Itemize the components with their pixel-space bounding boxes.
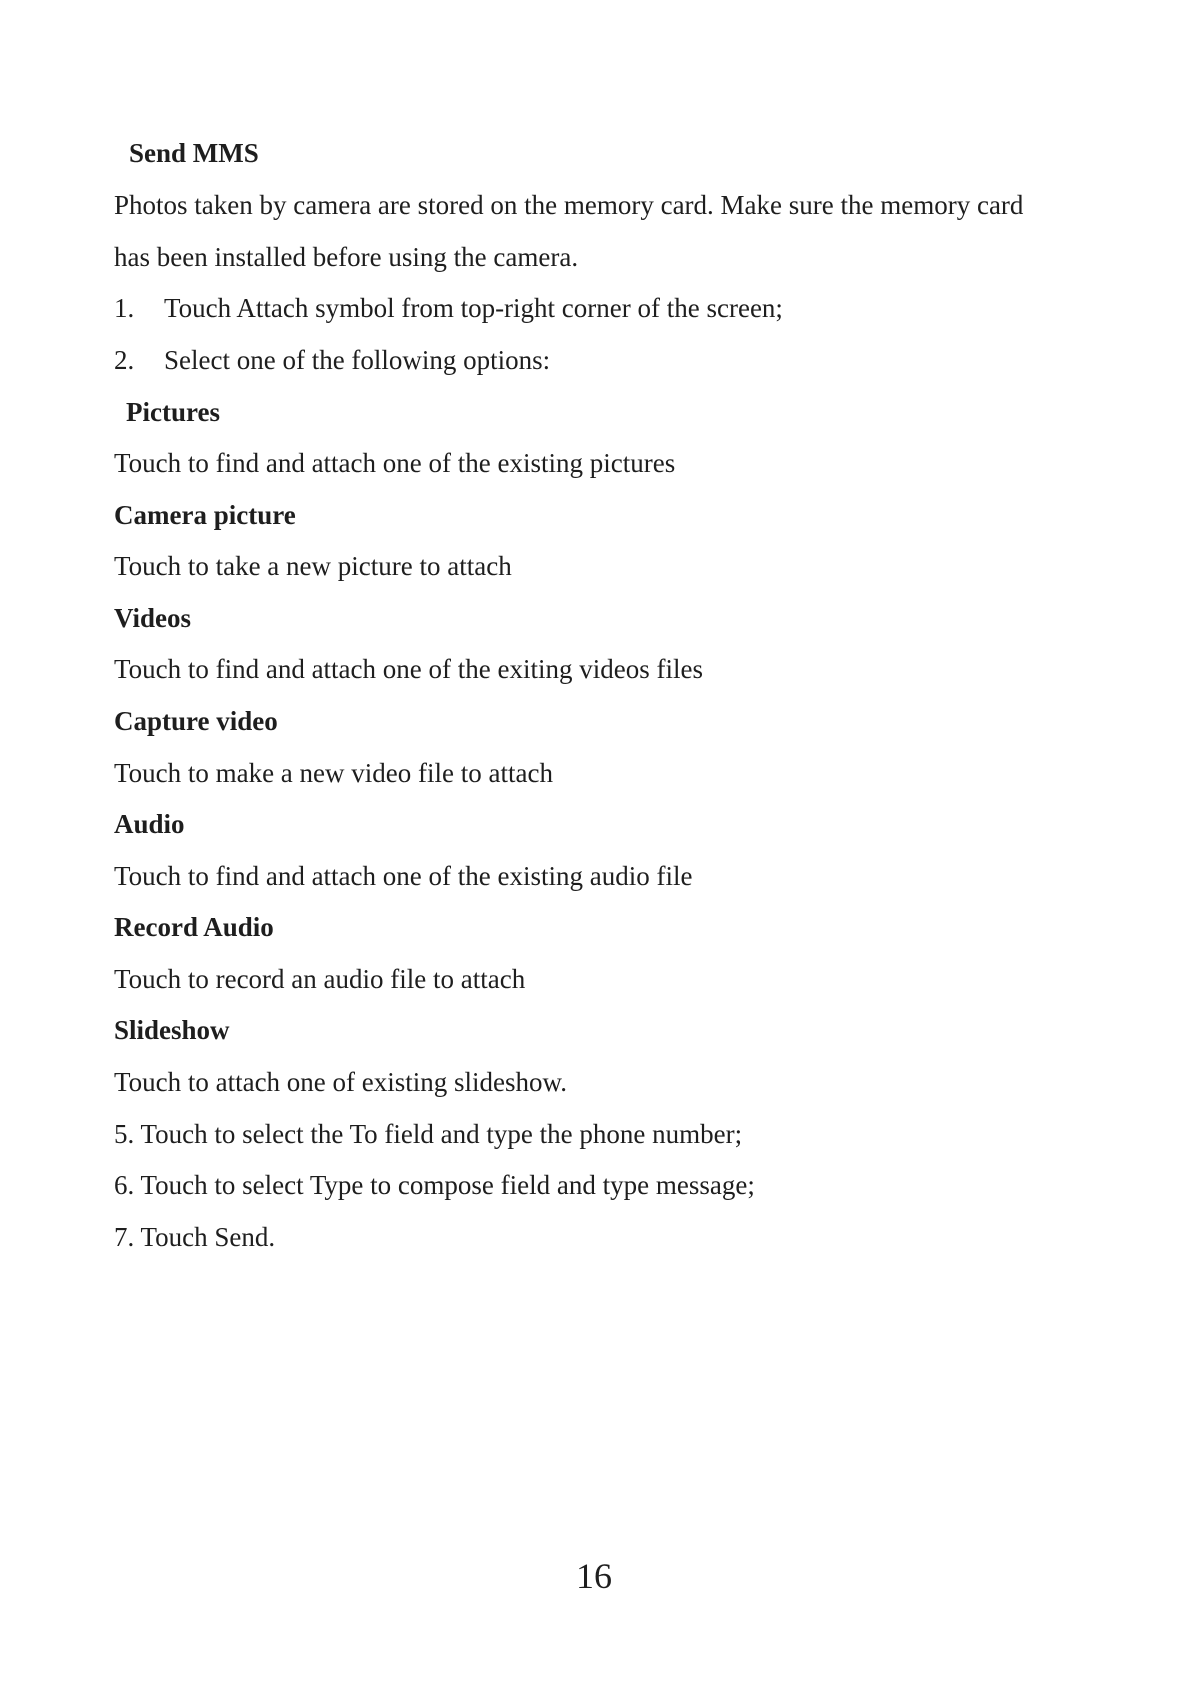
option-description-videos: Touch to find and attach one of the exiting videos files (114, 654, 703, 684)
step-text: Touch Attach symbol from top-right corner of the screen; (164, 293, 783, 323)
step-7: 7. Touch Send. (114, 1222, 276, 1252)
option-description-record-audio: Touch to record an audio file to attach (114, 964, 526, 994)
section-title: Send MMS (129, 138, 259, 168)
page-number: 16 (576, 1556, 612, 1596)
option-description-audio: Touch to find and attach one of the existing audio file (114, 861, 693, 891)
intro-line-2: has been installed before using the camera. (114, 242, 579, 272)
intro-line-1: Photos taken by camera are stored on the memory card. Make sure the memory card (114, 190, 1024, 220)
step-2 (114, 344, 550, 376)
option-heading-camera-picture: Camera picture (114, 500, 296, 530)
option-heading-pictures: Pictures (126, 397, 220, 427)
step-1 (114, 292, 783, 324)
option-heading-capture-video: Capture video (114, 706, 278, 736)
step-text: Select one of the following options: (164, 345, 551, 375)
option-description-capture-video: Touch to make a new video file to attach (114, 758, 553, 788)
option-heading-record-audio: Record Audio (114, 912, 274, 942)
option-heading-slideshow: Slideshow (114, 1015, 230, 1045)
option-heading-audio: Audio (114, 809, 185, 839)
option-description-pictures: Touch to find and attach one of the existing pictures (114, 448, 676, 478)
step-5: 5. Touch to select the To field and type the phone number; (114, 1119, 743, 1149)
option-description-camera-picture: Touch to take a new picture to attach (114, 551, 512, 581)
option-heading-videos: Videos (114, 603, 192, 633)
step-number: 1. (114, 293, 135, 323)
option-description-slideshow: Touch to attach one of existing slideshow. (114, 1067, 568, 1097)
step-6: 6. Touch to select Type to compose field and type message; (114, 1170, 755, 1200)
step-number: 2. (114, 345, 135, 375)
